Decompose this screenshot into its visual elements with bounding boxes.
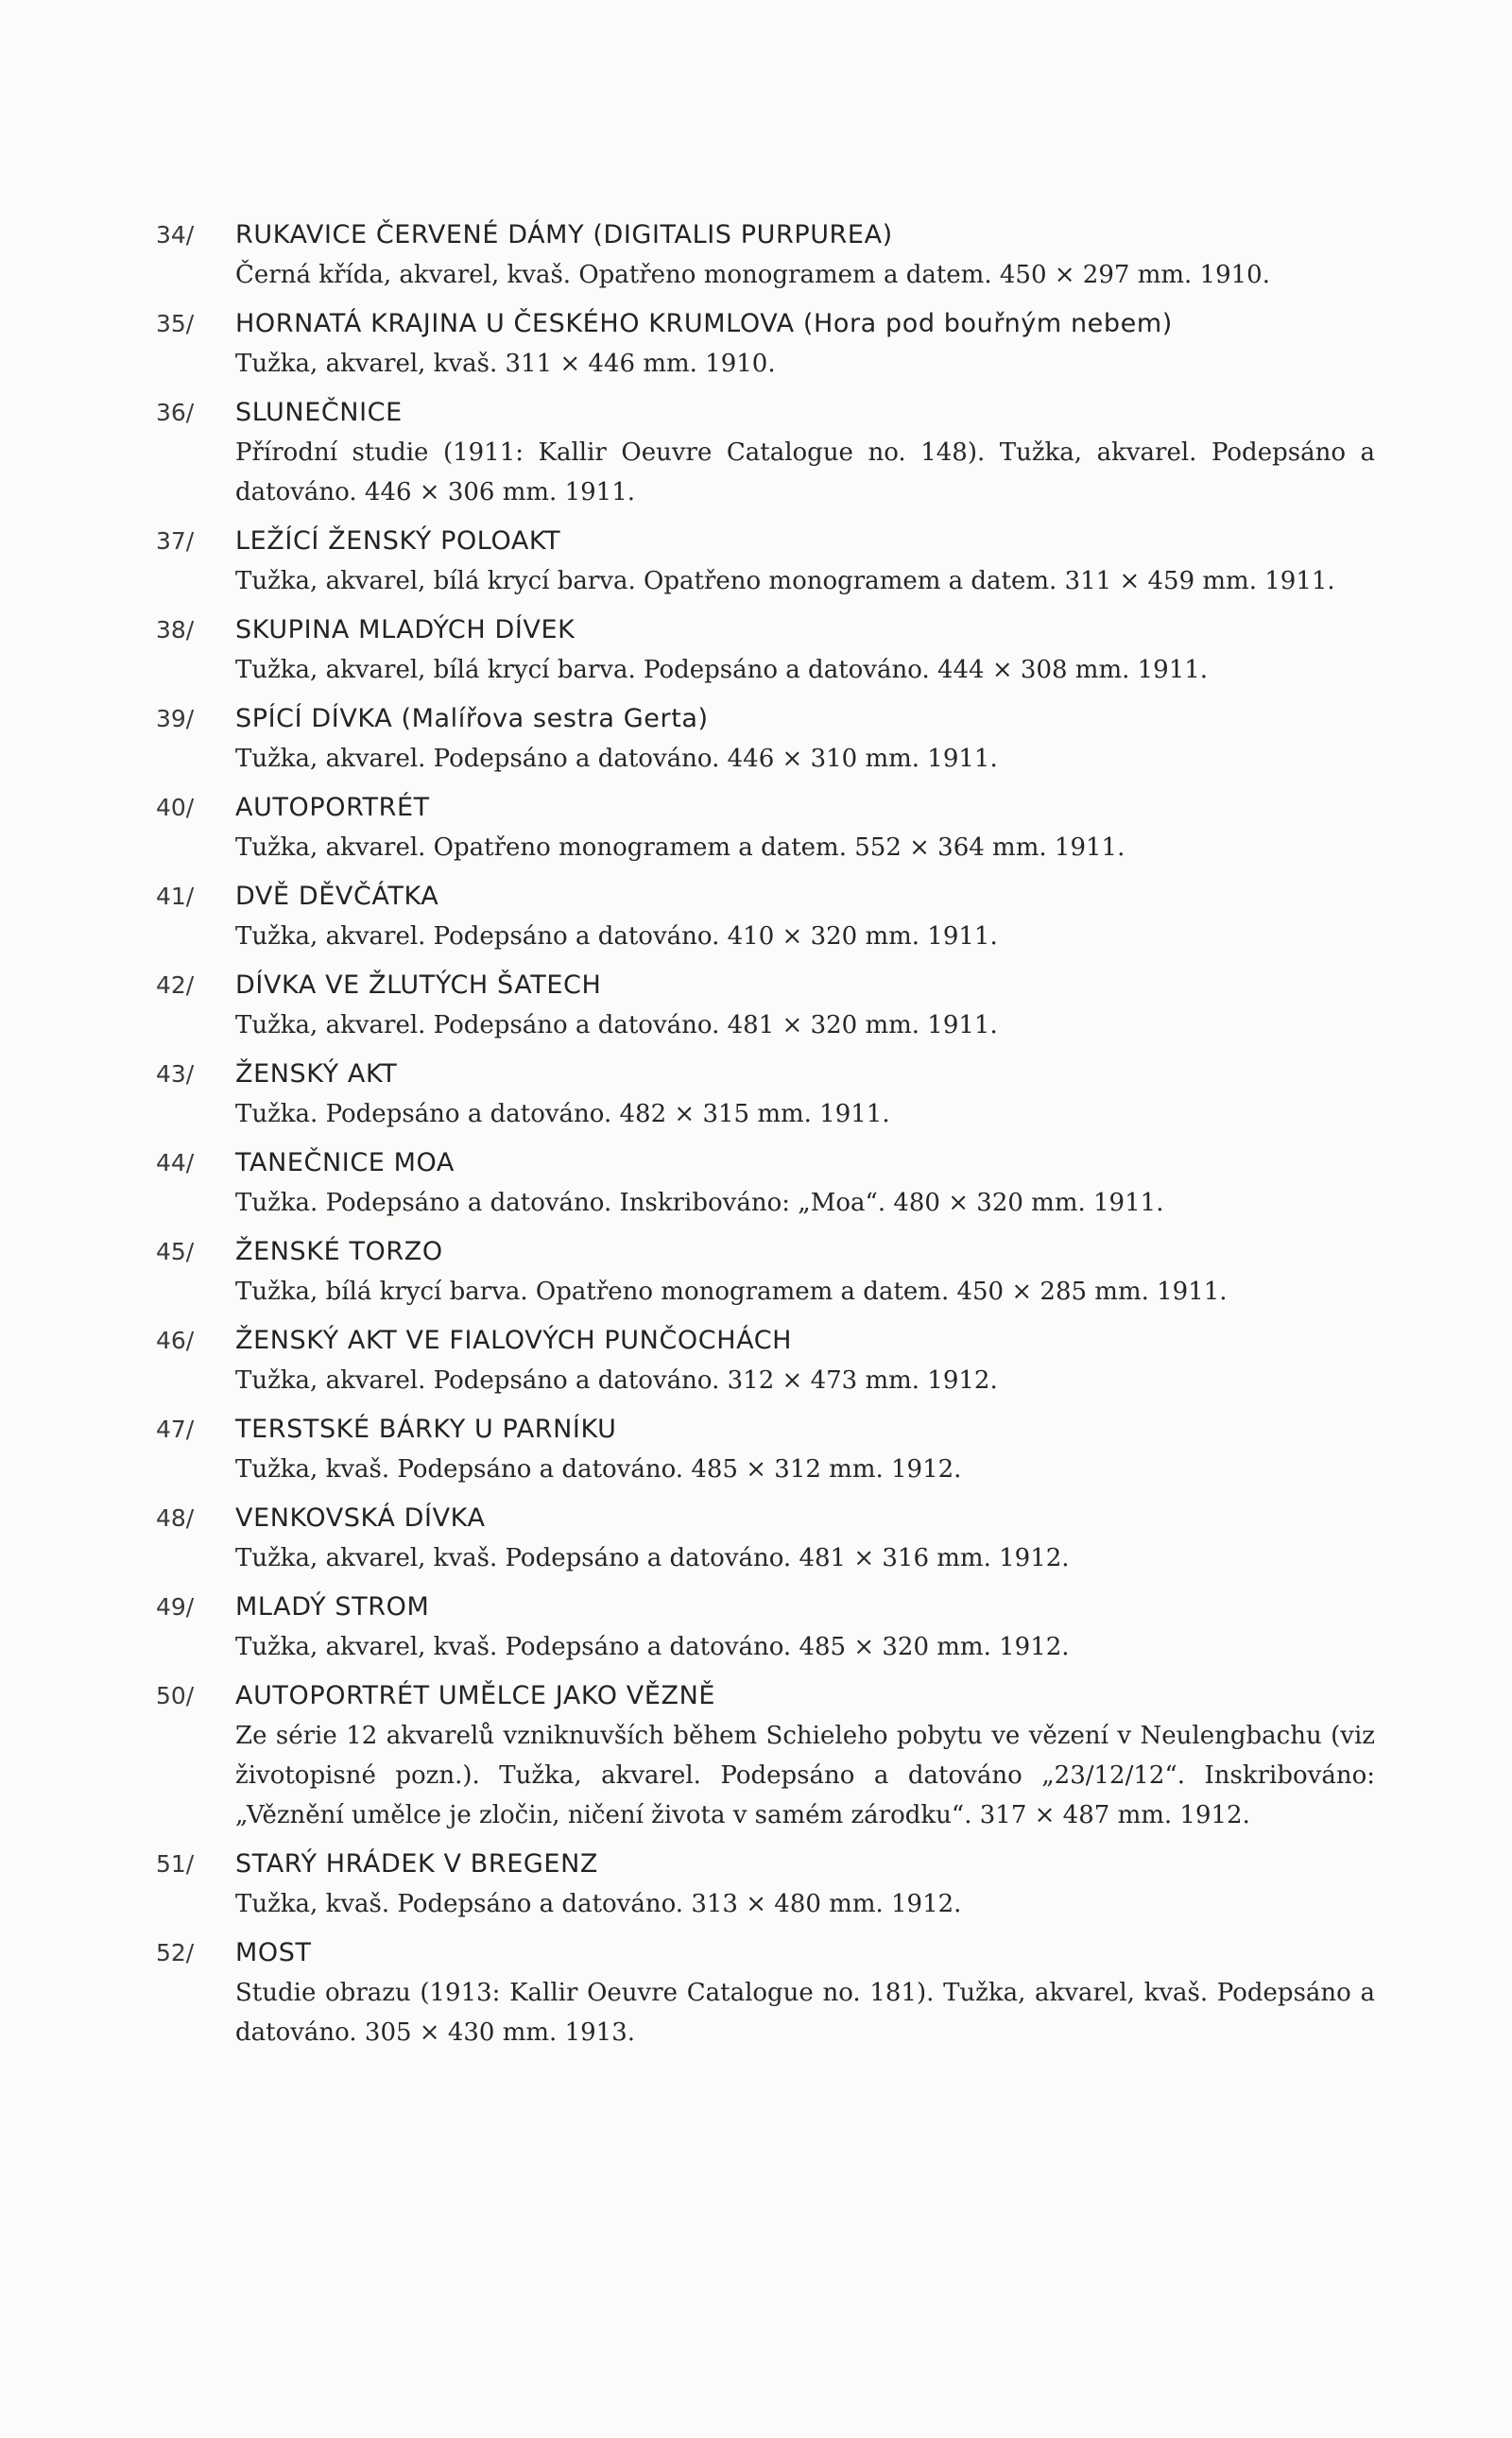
entry-body <box>235 393 1375 522</box>
catalog-entry <box>156 1933 1375 2062</box>
catalog-entry <box>156 1499 1375 1588</box>
entry-number: 49/ <box>156 1593 195 1621</box>
catalog-entry <box>156 1232 1375 1321</box>
entry-description: Ze série 12 akvarelů vzniknuvších během Schieleho pobytu ve vězení v Neulengbachu (viz životopisné pozn.). Tužka, akvarel. Podepsáno a datováno „23/12/12“. Inskribováno: „Věznění umělce je zločin, ničení života v samém zárodku“. 317 × 487 mm. 1912. <box>235 1722 1375 1829</box>
catalog-entry <box>156 1055 1375 1143</box>
entry-title: MLADÝ STROM <box>235 1592 430 1622</box>
entry-title: DVĚ DĚVČÁTKA <box>235 882 439 911</box>
catalog-entry <box>156 304 1375 393</box>
entry-description: Přírodní studie (1911: Kallir Oeuvre Catalogue no. 148). Tužka, akvarel. Podepsáno a datováno. 446 × 306 mm. 1911. <box>235 438 1375 506</box>
catalog-entry <box>156 877 1375 966</box>
entry-title: MOST <box>235 1938 312 1967</box>
entry-description: Tužka, akvarel. Podepsáno a datováno. 446 × 310 mm. 1911. <box>235 745 998 773</box>
entry-title: TERSTSKÉ BÁRKY U PARNÍKU <box>235 1415 617 1444</box>
entry-title: DÍVKA VE ŽLUTÝCH ŠATECH <box>235 970 602 1000</box>
entry-body <box>235 1055 1375 1143</box>
entry-title: ŽENSKÉ TORZO <box>235 1237 443 1266</box>
entry-description: Tužka, akvarel, bílá krycí barva. Podepsáno a datováno. 444 × 308 mm. 1911. <box>235 656 1209 684</box>
entry-description: Tužka, akvarel. Podepsáno a datováno. 481 × 320 mm. 1911. <box>235 1011 998 1039</box>
catalog-entry <box>156 788 1375 877</box>
entry-body <box>235 610 1375 699</box>
entry-body <box>235 1232 1375 1321</box>
entry-number: 44/ <box>156 1149 195 1176</box>
entry-title: SPÍCÍ DÍVKA (Malířova sestra Gerta) <box>235 704 709 733</box>
entry-number: 37/ <box>156 527 195 555</box>
entry-body <box>235 966 1375 1055</box>
entry-body <box>235 1321 1375 1410</box>
catalog-entry <box>156 1143 1375 1232</box>
catalog-entry <box>156 966 1375 1055</box>
entry-number: 35/ <box>156 310 195 337</box>
entry-number: 34/ <box>156 221 195 249</box>
entry-number: 48/ <box>156 1504 195 1532</box>
entry-number: 42/ <box>156 971 195 999</box>
entry-title: AUTOPORTRÉT <box>235 793 430 822</box>
entry-body <box>235 788 1375 877</box>
catalog-entry <box>156 215 1375 304</box>
catalog-entry <box>156 610 1375 699</box>
entry-number: 40/ <box>156 794 195 821</box>
entry-title: SLUNEČNICE <box>235 398 403 427</box>
entry-title: STARÝ HRÁDEK V BREGENZ <box>235 1849 598 1879</box>
entry-title: ŽENSKÝ AKT <box>235 1059 398 1089</box>
catalog-entry <box>156 1588 1375 1676</box>
entry-description: Tužka, akvarel, bílá krycí barva. Opatřeno monogramem a datem. 311 × 459 mm. 1911. <box>235 567 1335 595</box>
entry-title: TANEČNICE MOA <box>235 1148 455 1177</box>
entry-body <box>235 1933 1375 2062</box>
entry-body <box>235 522 1375 610</box>
entry-number: 45/ <box>156 1238 195 1265</box>
entry-body <box>235 1676 1375 1845</box>
catalog-entry <box>156 1676 1375 1845</box>
entry-body <box>235 877 1375 966</box>
entry-description: Tužka, akvarel. Podepsáno a datováno. 410 × 320 mm. 1911. <box>235 922 998 951</box>
catalog-entry <box>156 1845 1375 1933</box>
entry-title: AUTOPORTRÉT UMĚLCE JAKO VĚZNĚ <box>235 1681 716 1710</box>
entry-body <box>235 1499 1375 1588</box>
entry-title: VENKOVSKÁ DÍVKA <box>235 1503 486 1533</box>
catalog-entry <box>156 393 1375 522</box>
entry-body <box>235 215 1375 304</box>
entry-number: 36/ <box>156 399 195 426</box>
catalog-entry <box>156 1410 1375 1499</box>
entry-description: Tužka. Podepsáno a datováno. 482 × 315 mm. 1911. <box>235 1100 890 1128</box>
entry-body <box>235 1410 1375 1499</box>
catalog-entry <box>156 699 1375 788</box>
entry-number: 41/ <box>156 883 195 910</box>
entry-number: 51/ <box>156 1850 195 1878</box>
catalog-list <box>156 215 1375 2062</box>
entry-number: 39/ <box>156 705 195 732</box>
entry-title: HORNATÁ KRAJINA U ČESKÉHO KRUMLOVA (Hora pod bouřným nebem) <box>235 309 1173 338</box>
entry-title: ŽENSKÝ AKT VE FIALOVÝCH PUNČOCHÁCH <box>235 1326 793 1355</box>
entry-description: Tužka, akvarel, kvaš. Podepsáno a datováno. 481 × 316 mm. 1912. <box>235 1544 1070 1572</box>
entry-number: 47/ <box>156 1416 195 1443</box>
entry-description: Tužka, kvaš. Podepsáno a datováno. 313 × 480 mm. 1912. <box>235 1890 962 1918</box>
entry-title: LEŽÍCÍ ŽENSKÝ POLOAKT <box>235 526 561 556</box>
entry-body <box>235 1588 1375 1676</box>
entry-description: Studie obrazu (1913: Kallir Oeuvre Catalogue no. 181). Tužka, akvarel, kvaš. Podepsáno a datováno. 305 × 430 mm. 1913. <box>235 1979 1375 2047</box>
entry-number: 46/ <box>156 1327 195 1354</box>
entry-number: 50/ <box>156 1682 195 1709</box>
entry-body <box>235 1845 1375 1933</box>
catalog-entry <box>156 522 1375 610</box>
entry-description: Tužka, akvarel, kvaš. 311 × 446 mm. 1910. <box>235 350 776 378</box>
entry-number: 43/ <box>156 1060 195 1088</box>
entry-title: SKUPINA MLADÝCH DÍVEK <box>235 615 576 644</box>
entry-description: Tužka, akvarel. Opatřeno monogramem a datem. 552 × 364 mm. 1911. <box>235 833 1125 862</box>
entry-description: Tužka, akvarel. Podepsáno a datováno. 312 × 473 mm. 1912. <box>235 1366 998 1395</box>
entry-description: Černá křída, akvarel, kvaš. Opatřeno monogramem a datem. 450 × 297 mm. 1910. <box>235 261 1270 289</box>
entry-title: RUKAVICE ČERVENÉ DÁMY (DIGITALIS PURPUREA) <box>235 220 893 249</box>
entry-body <box>235 699 1375 788</box>
entry-description: Tužka, kvaš. Podepsáno a datováno. 485 × 312 mm. 1912. <box>235 1455 962 1484</box>
entry-description: Tužka. Podepsáno a datováno. Inskribováno: „Moa“. 480 × 320 mm. 1911. <box>235 1189 1164 1217</box>
entry-number: 38/ <box>156 616 195 644</box>
catalog-entry <box>156 1321 1375 1410</box>
entry-body <box>235 304 1375 393</box>
entry-number: 52/ <box>156 1939 195 1966</box>
entry-body <box>235 1143 1375 1232</box>
entry-description: Tužka, akvarel, kvaš. Podepsáno a datováno. 485 × 320 mm. 1912. <box>235 1633 1070 1661</box>
entry-description: Tužka, bílá krycí barva. Opatřeno monogramem a datem. 450 × 285 mm. 1911. <box>235 1278 1228 1306</box>
